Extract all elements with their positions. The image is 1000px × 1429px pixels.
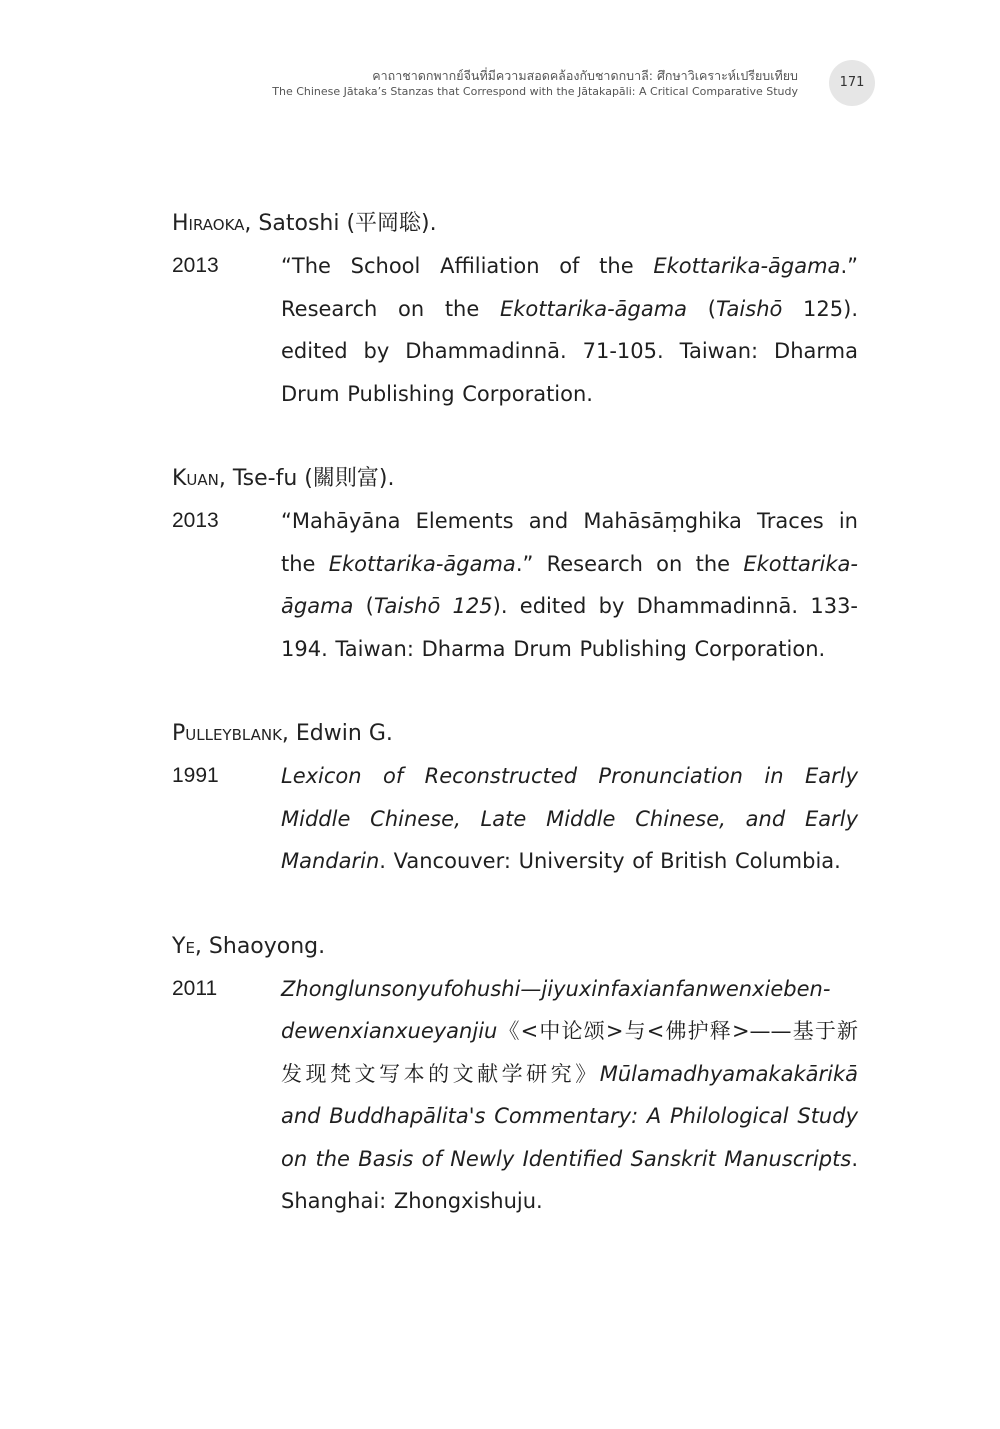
bibliography-entry [172, 203, 858, 415]
author-surname: Pulleyblank [172, 721, 282, 746]
bibliography-entry [172, 458, 858, 670]
citation-italic-text: Taishō 125 [373, 594, 493, 618]
citation-text: . Vancouver: University of British Columbia. [379, 849, 841, 873]
entry-citation [281, 968, 858, 1223]
citation-text: .” Research on the [515, 551, 744, 576]
author-surname: Kuan [172, 466, 219, 491]
entry-author [172, 926, 858, 968]
citation-text: ( [353, 594, 374, 618]
citation-text: ( [687, 296, 716, 321]
running-header-thai-title: คาถาชาดกพากย์จีนที่มีความสอดคล้องกับชาดกบาลี: ศึกษาวิเคราะห์เปรียบเทียบ [372, 68, 798, 83]
citation-italic-text: Lexicon of Reconstructed Pronunciation in Early Middle Chinese, Late Middle Chinese, and Early Mandarin [281, 764, 858, 873]
author-surname: Hiraoka [172, 211, 245, 236]
citation-text: “Mahāyāna Elements and Mahāsāṃghika Traces in the [281, 509, 858, 576]
entry-citation [281, 245, 858, 415]
entry-author [172, 203, 858, 245]
entry-year: 2013 [172, 254, 219, 277]
citation-italic-text: Mūlamadhyamakakārikā and Buddhapālita's Commentary: A Philological Study on the Basis of Newly Identified Sanskrit Manuscripts [281, 1061, 858, 1171]
bibliography-list [172, 203, 858, 1266]
entry-author [172, 458, 858, 500]
entry-item [172, 245, 858, 415]
entry-citation [281, 500, 858, 670]
author-given-name: , Tse-fu (關則富). [218, 466, 395, 491]
author-given-name: , Shaoyong. [194, 933, 326, 959]
citation-text: 125). edited by Dhammadinnā. 71-105. Taiwan: Dharma Drum Publishing Corporation. [281, 296, 858, 406]
citation-italic-text: Ekottarika-āgama [653, 254, 841, 278]
entry-item [172, 755, 858, 883]
author-given-name: , Edwin G. [281, 721, 393, 746]
citation-text: . Shanghai: Zhongxishuju. [281, 1146, 858, 1213]
entry-year: 2011 [172, 976, 218, 1000]
entry-author [172, 713, 858, 755]
citation-chinese-title: 《<中论颂>与<佛护释>——基于新发现梵文写本的文献学研究》 [281, 1019, 858, 1086]
entry-citation [281, 755, 858, 883]
citation-italic-text: Taishō [715, 296, 783, 321]
bibliography-entry [172, 713, 858, 883]
citation-text: “The School Affiliation of the [281, 254, 654, 278]
running-header [272, 68, 798, 100]
citation-text: ). edited by Dhammadinnā. 133-194. Taiwan: Dharma Drum Publishing Corporation. [281, 594, 859, 661]
running-header-english-title: The Chinese Jātaka’s Stanzas that Correspond with the Jātakapāli: A Critical Comparative Study [272, 85, 798, 98]
author-surname: Ye [172, 933, 195, 959]
citation-italic-text: Zhonglunsonyufohushi—jiyuxinfaxianfanwenxieben-dewenxianxueyanjiu [281, 976, 831, 1043]
citation-text: .” Research on the [281, 254, 858, 321]
author-given-name: , Satoshi (平岡聡). [244, 211, 437, 236]
citation-italic-text: Ekottarika-āgama [328, 551, 516, 576]
entry-year: 2013 [172, 509, 219, 532]
bibliography-entry [172, 926, 858, 1223]
citation-italic-text: Ekottarika-āgama [281, 551, 859, 618]
citation-italic-text: Ekottarika-āgama [499, 296, 688, 321]
entry-item [172, 500, 858, 670]
entry-year: 1991 [172, 764, 219, 787]
entry-item [172, 968, 858, 1223]
page-number-badge: 171 [829, 60, 875, 106]
